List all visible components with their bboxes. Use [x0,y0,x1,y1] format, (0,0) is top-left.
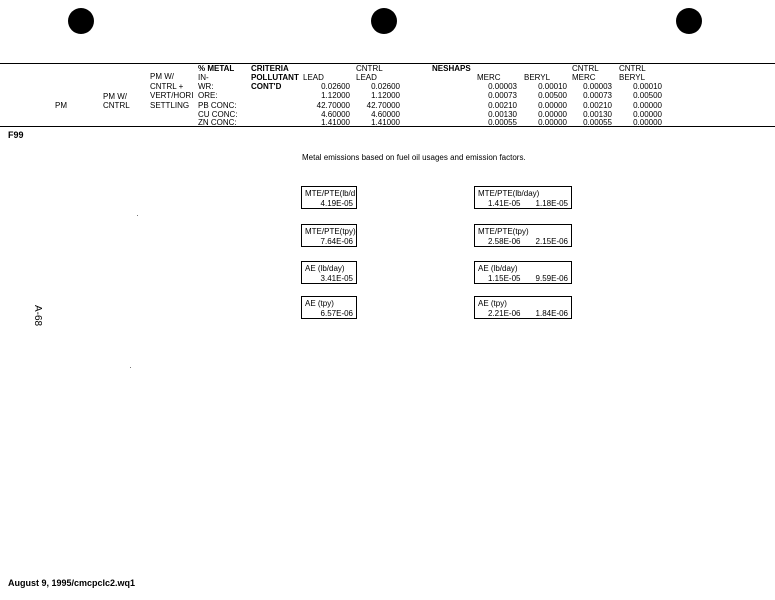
cell-cntrl-merc: 0.00073 [583,91,612,100]
box-value: 4.19E-05 [320,199,353,208]
punch-hole-right [676,8,702,34]
header-criteria-3: CONT'D [251,82,282,91]
emission-box-right-4 [474,296,572,319]
emission-box-right-3 [474,261,572,284]
table-top-rule [0,63,775,64]
cell-beryl: 0.00000 [538,110,567,119]
header-cntrl-lead-1: CNTRL [356,64,383,73]
emission-box-right-2 [474,224,572,247]
header-pct-metal-3: WR: [198,82,214,91]
box-title: AE (lb/day) [478,264,518,273]
cell-cntrl-merc: 0.00210 [583,101,612,110]
cell-cntrl-merc: 0.00003 [583,82,612,91]
header-pct-metal-1: % METAL [198,64,235,73]
box-value-1: 2.58E-06 [488,237,521,246]
cell-beryl: 0.00500 [538,91,567,100]
header-cntrl-lead-2: LEAD [356,73,377,82]
cell-lead: 0.02600 [321,82,350,91]
punch-hole-left [68,8,94,34]
box-title: AE (tpy) [478,299,507,308]
header-pm: PM [55,101,67,110]
row-label: ZN CONC: [198,118,237,127]
cell-merc: 0.00003 [488,82,517,91]
cell-cntrl-beryl: 0.00000 [633,118,662,127]
header-pm-w-cntrl-1: PM W/ [103,92,127,101]
cell-cntrl-lead: 0.02600 [371,82,400,91]
header-criteria-1: CRITERIA [251,64,289,73]
header-lead: LEAD [303,73,324,82]
header-settling-2: CNTRL + [150,82,184,91]
box-title: MTE/PTE(lb/day) [478,189,540,198]
section-code: F99 [8,130,24,140]
cell-cntrl-merc: 0.00130 [583,110,612,119]
cell-merc: 0.00055 [488,118,517,127]
box-title: AE (tpy) [305,299,334,308]
scan-speck [130,367,131,368]
cell-cntrl-beryl: 0.00000 [633,101,662,110]
box-value: 6.57E-06 [320,309,353,318]
cell-cntrl-beryl: 0.00010 [633,82,662,91]
box-value-1: 1.15E-05 [488,274,521,283]
cell-lead: 42.70000 [316,101,350,110]
box-value-2: 9.59E-06 [535,274,568,283]
box-value-2: 1.84E-06 [535,309,568,318]
header-settling-1: PM W/ [150,72,174,81]
header-cntrl-beryl-1: CNTRL [619,64,646,73]
cell-beryl: 0.00000 [538,101,567,110]
row-label: CU CONC: [198,110,238,119]
cell-lead: 4.60000 [321,110,350,119]
header-settling-4: SETTLING [150,101,190,110]
box-title: MTE/PTE(lb/d [305,189,356,198]
footer-date-filename: August 9, 1995/cmcpclc2.wq1 [8,578,136,588]
cell-beryl: 0.00000 [538,118,567,127]
box-value-1: 2.21E-06 [488,309,521,318]
cell-cntrl-lead: 42.70000 [366,101,400,110]
cell-cntrl-merc: 0.00055 [583,118,612,127]
cell-beryl: 0.00010 [538,82,567,91]
header-cntrl-merc-1: CNTRL [572,64,599,73]
box-title: MTE/PTE(tpy) [478,227,529,236]
scan-speck [137,215,138,216]
box-title: MTE/PTE(tpy) [305,227,356,236]
emission-box-left-4 [301,296,357,319]
box-value-2: 2.15E-06 [535,237,568,246]
punch-hole-center [371,8,397,34]
cell-cntrl-lead: 1.12000 [371,91,400,100]
header-pct-metal-2: IN- [198,73,209,82]
emission-box-left-1 [301,186,357,209]
caption: Metal emissions based on fuel oil usages and emission factors. [302,153,526,162]
cell-lead: 1.41000 [321,118,350,127]
cell-merc: 0.00130 [488,110,517,119]
emission-box-right-1 [474,186,572,209]
cell-cntrl-lead: 4.60000 [371,110,400,119]
cell-cntrl-beryl: 0.00000 [633,110,662,119]
header-cntrl-beryl-2: BERYL [619,73,646,82]
emission-box-left-2 [301,224,357,247]
box-title: AE (lb/day) [305,264,345,273]
header-cntrl-merc-2: MERC [572,73,596,82]
cell-cntrl-beryl: 0.00500 [633,91,662,100]
page-number: A-68 [32,305,43,327]
cell-merc: 0.00073 [488,91,517,100]
header-pct-metal-4: ORE: [198,91,218,100]
cell-merc: 0.00210 [488,101,517,110]
cell-cntrl-lead: 1.41000 [371,118,400,127]
header-criteria-2: POLLUTANT [251,73,299,82]
cell-lead: 1.12000 [321,91,350,100]
header-beryl: BERYL [524,73,551,82]
box-value: 3.41E-05 [320,274,353,283]
emission-box-left-3 [301,261,357,284]
header-pm-w-cntrl-2: CNTRL [103,101,130,110]
row-label: PB CONC: [198,101,237,110]
box-value-1: 1.41E-05 [488,199,521,208]
box-value: 7.64E-06 [320,237,353,246]
header-neshaps: NESHAPS [432,64,471,73]
box-value-2: 1.18E-05 [535,199,568,208]
header-merc: MERC [477,73,501,82]
header-settling-3: VERT/HORI [150,91,194,100]
